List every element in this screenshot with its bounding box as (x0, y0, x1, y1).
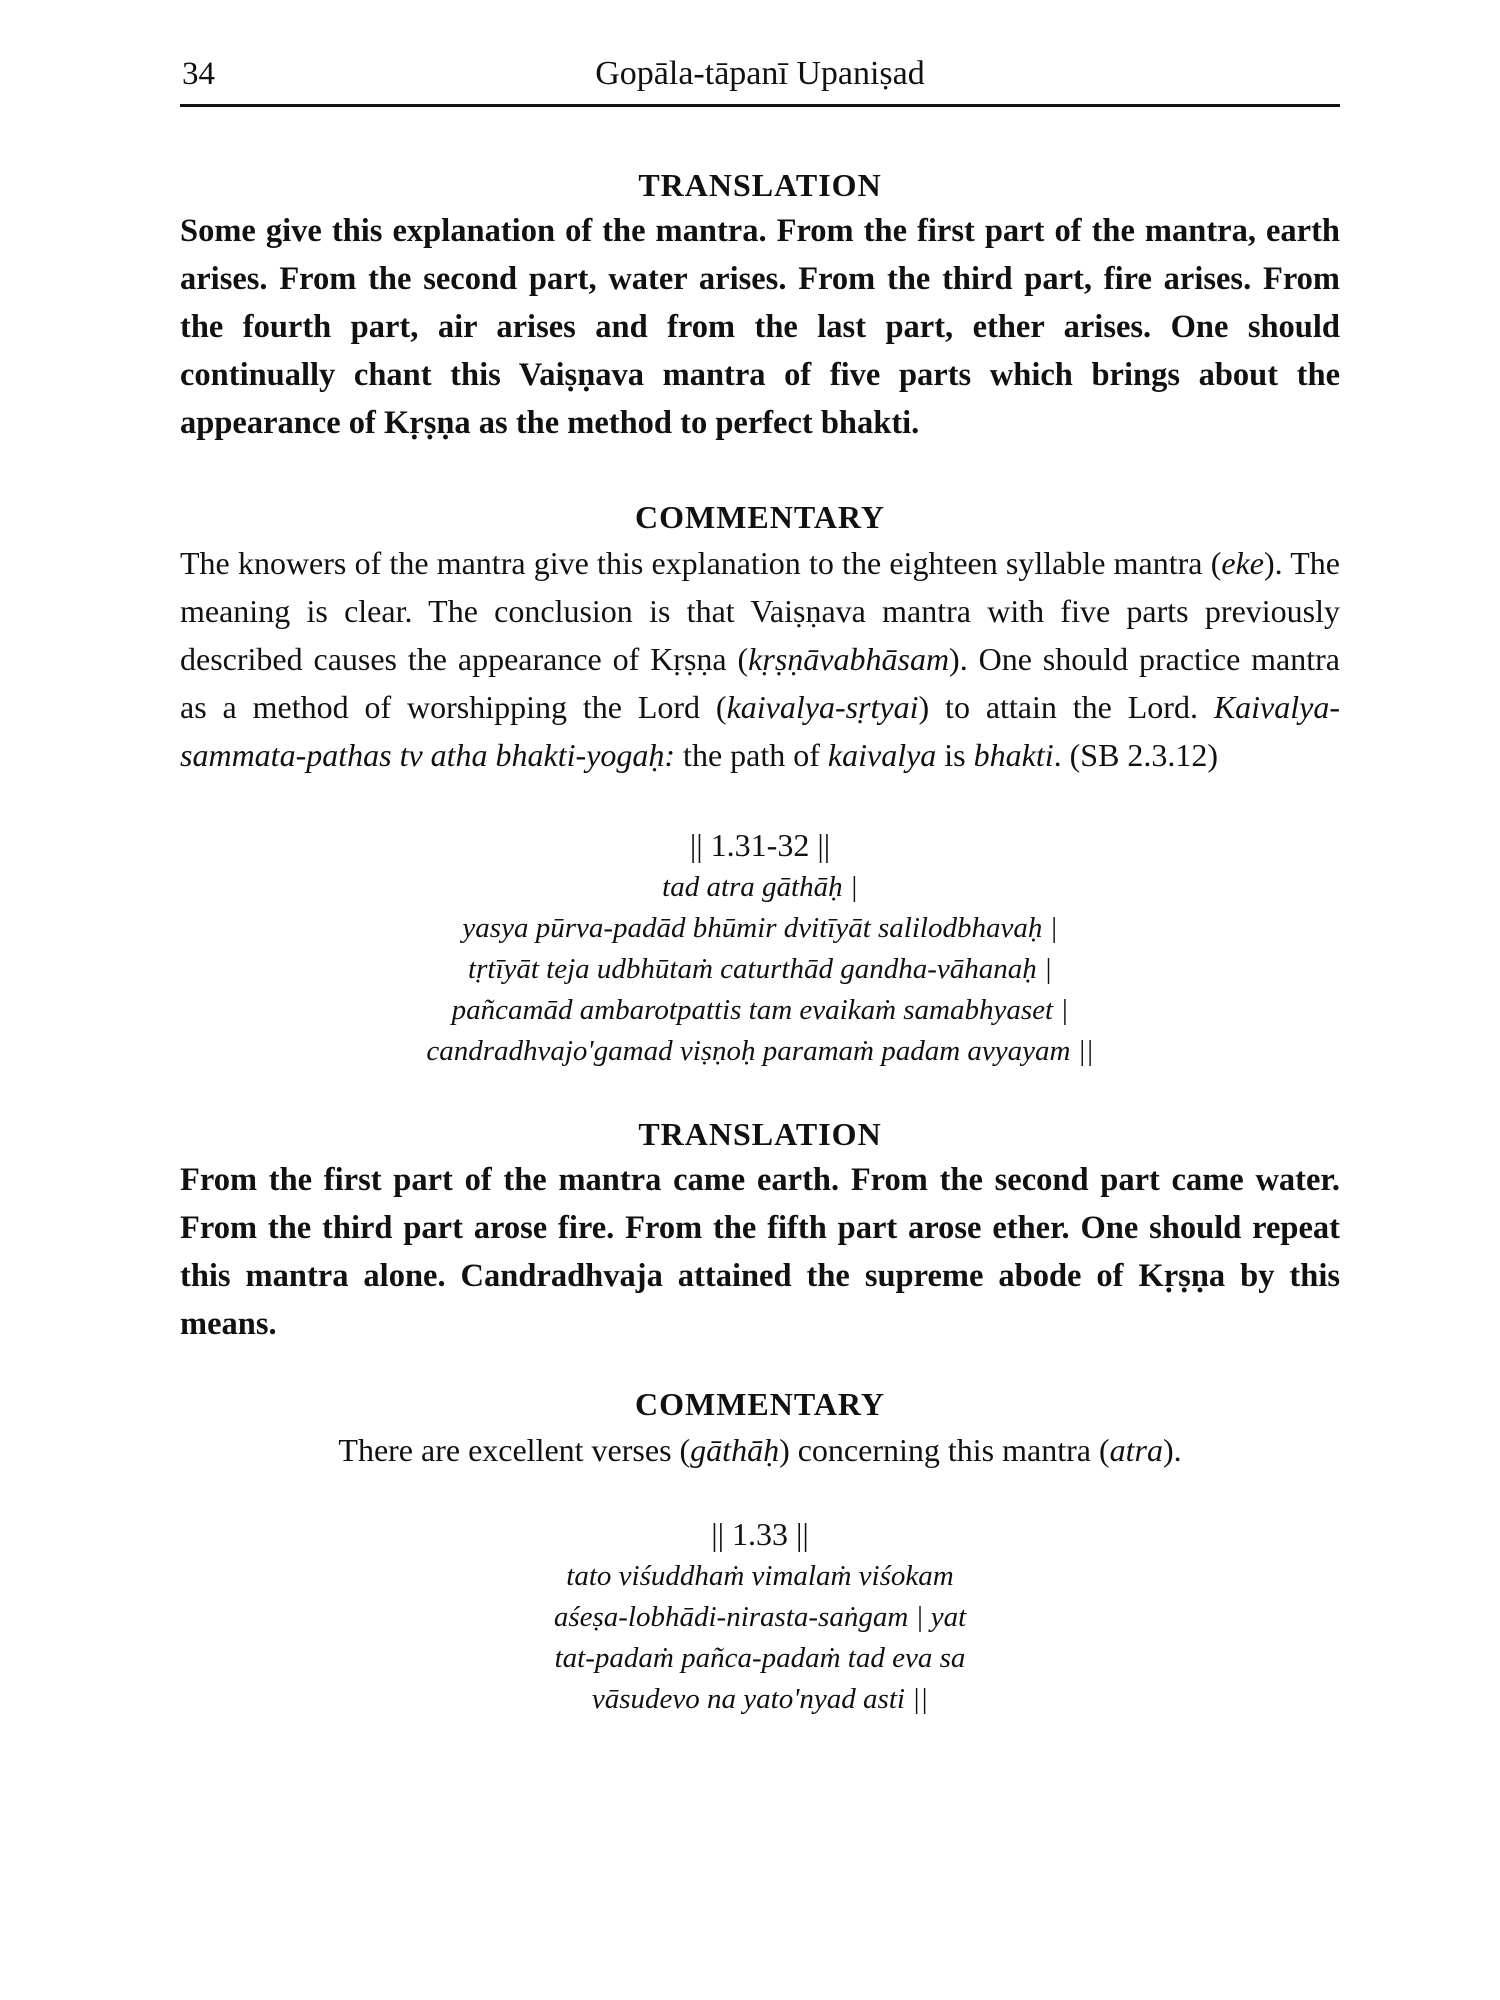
commentary-heading-2: COMMENTARY (634, 1386, 886, 1422)
commentary-2-italic: atra (1109, 1432, 1163, 1468)
verse-section-1 (180, 823, 1340, 1072)
verse-number-2: || 1.33 || (711, 1516, 809, 1552)
verse-number-1: || 1.31-32 || (689, 827, 831, 863)
commentary-1-run: the path of (675, 737, 828, 773)
commentary-section-2 (180, 1382, 1340, 1474)
verse-line: tṛtīyāt teja udbhūtaṁ caturthād gandha-vāhanaḥ | (468, 953, 1052, 985)
translation-text-1: Some give this explanation of the mantra. From the first part of the mantra, earth arises. From the second part, water arises. From the third part, fire arises. From the fourth part, air arises and from the last part, ether arises. One should continually chant this Vaiṣṇava mantra of five parts which brings about the appearance of Kṛṣṇa as the method to perfect bhakti. (180, 213, 1340, 441)
commentary-1-italic: kaivalya-sṛtyai (726, 689, 919, 725)
translation-text-2: From the first part of the mantra came earth. From the second part came water. From the third part arose fire. From the fifth part arose ether. One should repeat this mantra alone. Candradhvaja attained the supreme abode of Kṛṣṇa by this means. (180, 1162, 1340, 1342)
running-title: Gopāla-tāpanī Upaniṣad (595, 55, 925, 92)
translation-section-1 (180, 163, 1340, 447)
translation-heading-1: TRANSLATION (638, 167, 882, 203)
commentary-section-1 (180, 495, 1340, 779)
translation-heading-2: TRANSLATION (638, 1116, 882, 1152)
commentary-1-run: The knowers of the mantra give this explanation to the eighteen syllable mantra ( (180, 545, 1222, 581)
verse-line: tad atra gāthāḥ | (662, 871, 858, 903)
verse-line: pañcamād ambarotpattis tam evaikaṁ samabhyaset | (451, 994, 1069, 1026)
page-header (180, 52, 1340, 107)
commentary-1-run: ). The meaning is clear. The conclusion is that Vaiṣṇava mantra with five parts previously described causes the appearance of Kṛṣṇa ( (180, 545, 1341, 677)
commentary-heading-1: COMMENTARY (634, 499, 886, 535)
verse-line: aśeṣa-lobhādi-nirasta-saṅgam | yat (553, 1601, 967, 1633)
commentary-1-italic: bhakti (973, 737, 1054, 773)
commentary-text-2 (180, 1426, 1340, 1474)
verse-line: tat-padaṁ pañca-padaṁ tad eva sa (554, 1642, 966, 1674)
commentary-1-italic: eke (1221, 545, 1264, 581)
commentary-1-italic: kṛṣṇāvabhāsam (748, 641, 950, 677)
verse-line: yasya pūrva-padād bhūmir dvitīyāt salilodbhavaḥ | (462, 912, 1058, 944)
commentary-2-run: There are excellent verses ( (338, 1432, 691, 1468)
verse-section-2 (180, 1512, 1340, 1720)
commentary-1-run: ). One should practice mantra as a method of worshipping the Lord ( (180, 641, 1341, 725)
book-page (180, 52, 1340, 1720)
verse-line: vāsudevo na yato'nyad asti || (591, 1683, 929, 1715)
verse-text-1 (180, 867, 1340, 1072)
commentary-2-run: ) concerning this mantra ( (779, 1432, 1110, 1468)
verse-line: candradhvajo'gamad viṣṇoḥ paramaṁ padam avyayam || (426, 1035, 1094, 1067)
commentary-text-1 (180, 539, 1340, 779)
commentary-1-run: is (936, 737, 974, 773)
commentary-1-run: ) to attain the Lord. (918, 689, 1214, 725)
commentary-1-italic: kaivalya (827, 737, 937, 773)
commentary-2-italic: gāthāḥ (690, 1432, 780, 1468)
commentary-2-run: ). (1162, 1432, 1182, 1468)
commentary-1-run: . (SB 2.3.12) (1053, 737, 1219, 773)
verse-text-2 (180, 1556, 1340, 1720)
page-number: 34 (182, 56, 215, 92)
verse-line: tato viśuddhaṁ vimalaṁ viśokam (566, 1560, 954, 1592)
commentary-1-italic: Kaivalya-sammata-pathas tv atha bhakti-yogaḥ: (180, 689, 1340, 773)
translation-section-2 (180, 1112, 1340, 1348)
